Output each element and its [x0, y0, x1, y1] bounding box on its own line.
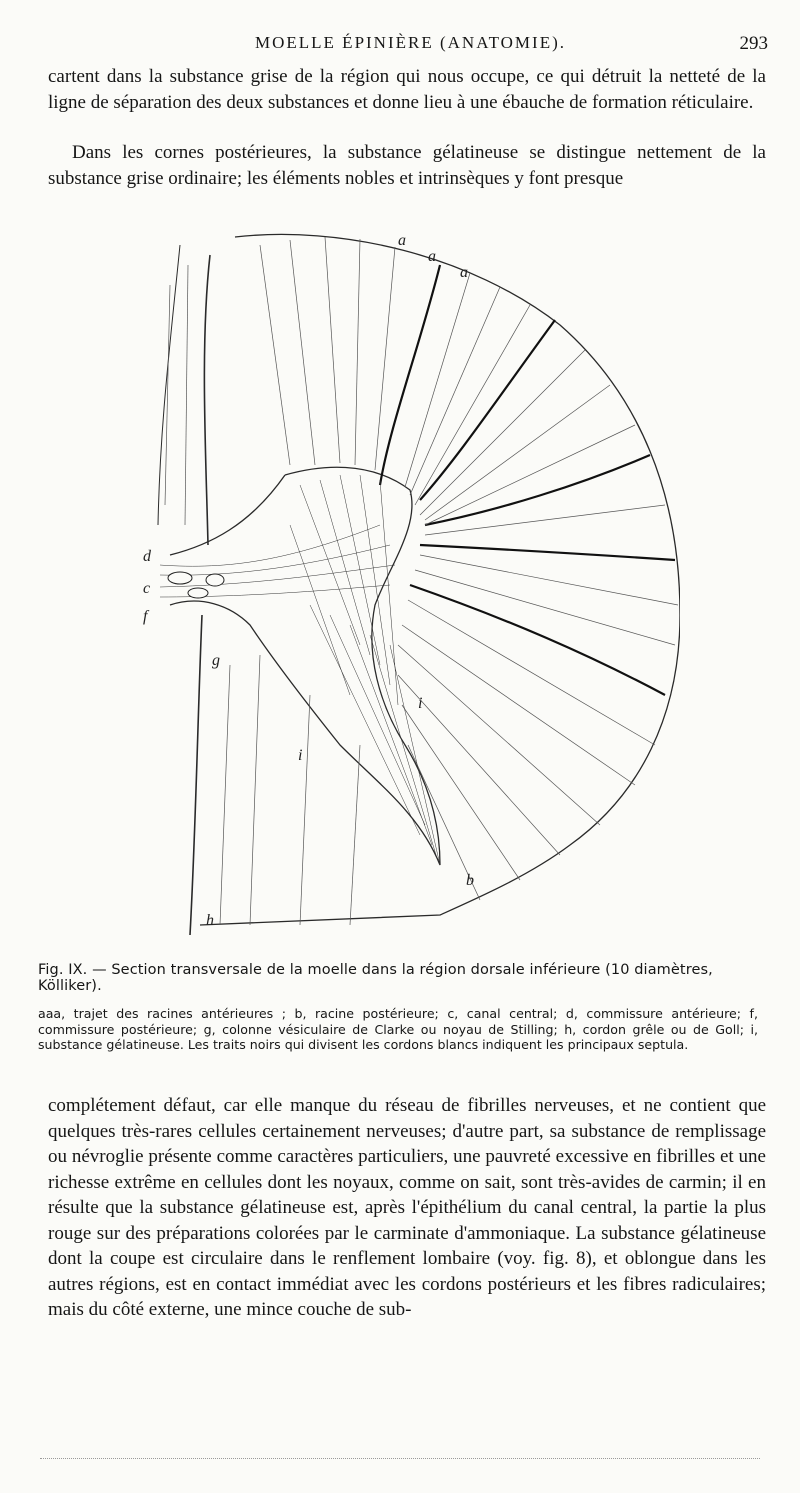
caption-title: Fig. IX. — Section transversale de la moelle dans la région dorsale inférieure (10 diamètres, Kölliker). — [38, 962, 713, 994]
caption-legend: aaa, trajet des racines antérieures ; b, racine postérieure; c, canal central; d, commissure antérieure; f, commissure postérieure; g, colonne vésiculaire de Clarke ou noyau de Stilling; h, cordon grêle ou de Goll; i, substance gélatineuse. Les traits noirs qui divisent les cordons blancs indiquent les principaux septula. — [38, 1006, 758, 1052]
paragraph-3: complétement défaut, car elle manque du réseau de fibrilles nerveuses, et ne contient que quelques très-rares cellules certainement nerveuses; d'autre part, sa substance de remplissage ou névroglie présente comme caractères particuliers, une pauvreté excessive en fibrilles et une richesse extrême en cellules dont les noyaux, comme on sait, sont très-avides de carmin; il en résulte que la substance gélatineuse est, après l'épithélium du canal central, la partie la plus rouge sur des préparations colorées par le carminate d'ammoniaque. La substance gélatineuse dont la coupe est circulaire dans le renflement lombaire (voy. fig. 8), et oblongue dans les autres régions, est en contact immédiat avec les cordons postérieurs et les fibres radiculaires; mais du côté externe, une mince couche de sub- — [48, 1095, 766, 1320]
label-a1: a — [398, 232, 406, 249]
spinal-cord-illustration — [140, 225, 680, 945]
label-d: d — [143, 548, 151, 565]
footer-bleedthrough-dots — [40, 1448, 760, 1459]
label-a2: a — [428, 248, 436, 265]
paragraph-2: Dans les cornes postérieures, la substance gélatineuse se distingue nettement de la substance grise ordinaire; les éléments nobles et intrinsèques y font presque — [48, 142, 766, 189]
paragraph-1: cartent dans la substance grise de la région qui nous occupe, ce qui détruit la netteté de la ligne de séparation des deux substances et donne lieu à une ébauche de formation réticulaire. — [48, 66, 766, 113]
page-header — [0, 30, 800, 60]
label-a3: a — [460, 264, 468, 281]
label-b: b — [466, 872, 474, 889]
label-i2: i — [298, 747, 303, 764]
figure-caption — [38, 962, 758, 1053]
grey-matter-fibres — [160, 475, 440, 865]
label-h: h — [206, 912, 214, 929]
page-number: 293 — [739, 33, 768, 54]
label-c: c — [143, 580, 151, 597]
septula-lines — [380, 265, 675, 695]
label-g: g — [212, 652, 220, 669]
label-i1: i — [418, 695, 423, 712]
radial-fibres — [165, 237, 678, 925]
cord-outline — [200, 234, 680, 925]
running-title: MOELLE ÉPINIÈRE (ANATOMIE). — [255, 33, 567, 52]
central-canal — [168, 572, 224, 598]
label-f: f — [143, 608, 148, 625]
spinal-cord-section-figure — [140, 225, 680, 945]
